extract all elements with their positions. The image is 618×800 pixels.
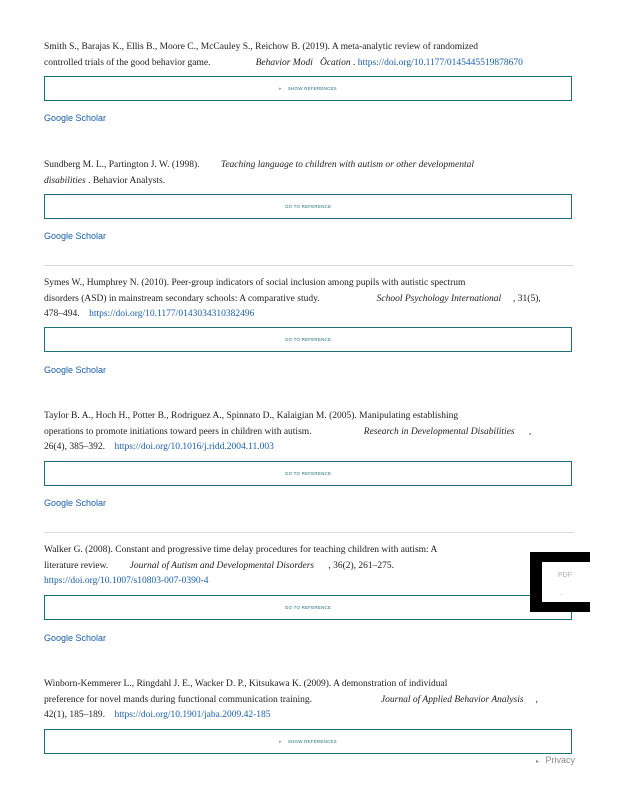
reference-item [44,543,574,590]
doi-link[interactable]: https://doi.org/10.1901/jaba.2009.42-185 [114,710,271,720]
google-scholar-link[interactable]: Google Scholar [44,231,107,241]
journal-name: School Psychology International [376,293,502,304]
citation-text: literature review. [44,560,109,571]
citation-text: , 31(5), [513,293,541,304]
privacy-link[interactable] [536,755,575,765]
reference-item [44,677,574,724]
privacy-label: Privacy [545,755,576,765]
show-references-button[interactable] [44,76,572,101]
go-to-reference-button[interactable] [44,194,572,219]
citation-text: Symes W., Humphrey N. (2010). Peer-group indicators of social inclusion among pupils with autistic spectrum [44,278,466,288]
journal-name: Research in Developmental Disabilities [363,426,515,437]
citation-text: preference for novel mands during functional communication training. [44,694,313,705]
citation-text: Walker G. (2008). Constant and progressive time delay procedures for teaching children with autism: A [44,545,438,555]
go-to-reference-button[interactable] [44,327,572,352]
citation-text: Smith S., Barajas K., Ellis B., Moore C., McCauley S., Reichow B. (2019). A meta-analytic review of randomized [44,42,479,52]
citation-text: , [528,426,532,437]
citation-text: controlled trials of the good behavior game. [44,57,211,68]
reference-item [44,276,574,323]
book-title: Teaching language to children with autism or other developmental [220,160,475,170]
citation-text: , 36(2), 261–275. [328,560,395,571]
citation-text: 26(4), 385–392. [44,442,105,452]
pdf-label: PDF [558,572,572,579]
citation-text: Taylor B. A., Hoch H., Potter B., Rodriguez A., Spinnato D., Kalaigian M. (2005). Manipulating establishing [44,411,459,421]
google-scholar-link[interactable]: Google Scholar [44,633,107,643]
reference-item [44,40,574,71]
reference-citation [44,40,574,71]
pdf-download-widget[interactable] [530,552,590,612]
citation-text: Winborn-Kemmerer L., Ringdahl J. E., Wacker D. P., Kitsukawa K. (2009). A demonstration of individual [44,679,448,689]
google-scholar-link[interactable]: Google Scholar [44,113,107,123]
button-label: GO TO REFERENCE [284,471,332,476]
button-label: GO TO REFERENCE [284,204,332,209]
go-to-reference-button[interactable] [44,461,572,486]
button-label: SHOW REFERENCES [287,86,337,91]
citation-text: , [535,694,538,705]
google-scholar-link[interactable]: Google Scholar [44,365,107,375]
reference-item [44,158,574,189]
google-scholar-link[interactable]: Google Scholar [44,498,107,508]
journal-name: Journal of Applied Behavior Analysis [380,694,524,705]
doi-link[interactable]: https://doi.org/10.1007/s10803-007-0390-4 [44,576,209,586]
doi-link[interactable]: https://doi.org/10.1016/j.ridd.2004.11.003 [114,442,274,452]
doi-link[interactable]: https://doi.org/10.1177/0145445519878670 [357,57,523,68]
journal-name: Journal of Autism and Developmental Disorders [129,560,315,571]
journal-name: Behavior Modi Öcation [255,57,351,68]
button-label: GO TO REFERENCE [284,337,332,342]
show-references-button[interactable] [44,729,572,754]
citation-text: 478–494. [44,309,80,319]
reference-citation [44,543,574,590]
reference-citation [44,276,574,323]
button-label: SHOW REFERENCES [287,739,337,744]
book-title: disabilities [44,175,86,186]
citation-text: disorders (ASD) in mainstream secondary schools: A comparative study. [44,293,320,304]
reference-citation [44,409,574,456]
citation-text: Sundberg M. L., Partington J. W. (1998). [44,160,200,170]
go-to-reference-button[interactable] [44,595,572,620]
triangle-icon: ▸ [279,85,282,92]
citation-text: 42(1), 185–189. [44,710,105,720]
pdf-widget-panel [542,562,590,602]
triangle-icon: ▸ [536,759,540,765]
doi-link[interactable]: https://doi.org/10.1177/0143034310382496 [89,309,255,319]
triangle-icon: ▸ [279,738,282,745]
reference-item [44,409,574,456]
reference-citation [44,158,574,189]
reference-citation [44,677,574,724]
citation-text: . [352,57,356,68]
pdf-dot-icon: ◦ [560,592,562,598]
button-label: GO TO REFERENCE [284,605,332,610]
citation-text: . Behavior Analysts. [88,175,166,186]
divider [44,532,574,533]
divider [44,265,574,266]
citation-text: operations to promote initiations toward peers in children with autism. [44,426,312,437]
